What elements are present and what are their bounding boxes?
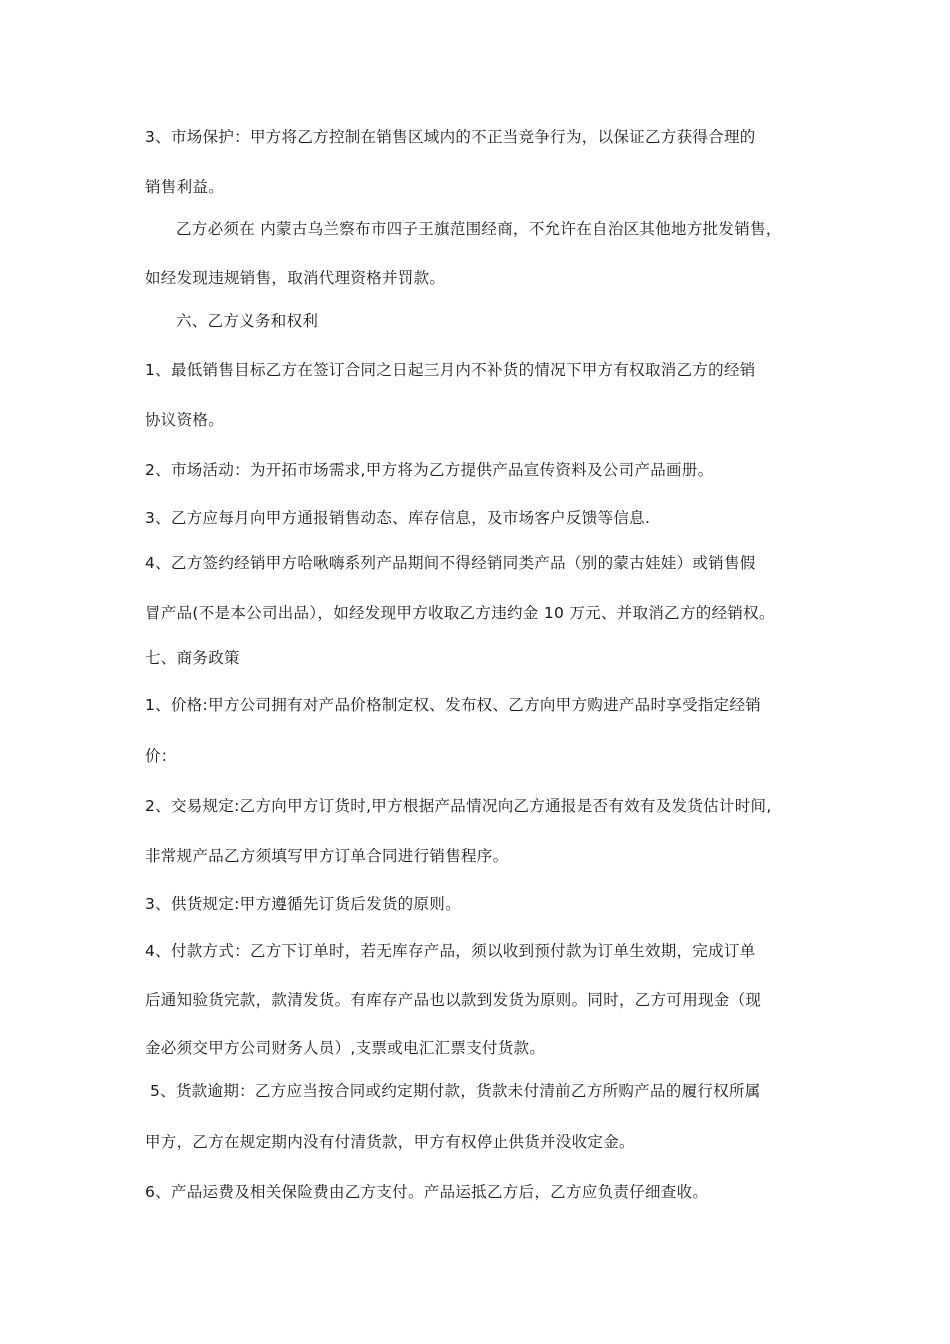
paragraph-line: 4、付款方式：乙方下订单时，若无库存产品，须以收到预付款为订单生效期，完成订单: [145, 942, 756, 960]
paragraph-line: 3、供货规定:甲方遵循先订货后发货的原则。: [145, 895, 461, 913]
paragraph-line: 6、产品运费及相关保险费由乙方支付。产品运抵乙方后，乙方应负责仔细查收。: [145, 1183, 709, 1201]
paragraph-line: 甲方，乙方在规定期内没有付清货款，甲方有权停止供货并没收定金。: [145, 1133, 635, 1151]
paragraph-line: 金必须交甲方公司财务人员）,支票或电汇汇票支付货款。: [145, 1039, 546, 1057]
paragraph-line: 2、市场活动：为开拓市场需求,甲方将为乙方提供产品宣传资料及公司产品画册。: [145, 461, 714, 479]
paragraph-line: 2、交易规定:乙方向甲方订货时,甲方根据产品情况向乙方通报是否有效有及发货估计时间,: [145, 797, 772, 815]
paragraph-line: 3、市场保护：甲方将乙方控制在销售区域内的不正当竞争行为，以保证乙方获得合理的: [145, 128, 756, 146]
paragraph-line: 4、乙方签约经销甲方哈啾嗨系列产品期间不得经销同类产品（别的蒙古娃娃）或销售假: [145, 554, 756, 572]
paragraph-line: 1、最低销售目标乙方在签订合同之日起三月内不补货的情况下甲方有权取消乙方的经销: [145, 361, 756, 379]
paragraph-line: 乙方必须在 内蒙古乌兰察布市四子王旗范围经商，不允许在自治区其他地方批发销售，: [176, 220, 782, 238]
paragraph-line: 冒产品(不是本公司出品），如经发现甲方收取乙方违约金 10 万元、并取消乙方的经销权。: [145, 604, 775, 622]
paragraph-line: 协议资格。: [145, 411, 225, 429]
paragraph-line: 3、乙方应每月向甲方通报销售动态、库存信息，及市场客户反馈等信息.: [145, 509, 651, 527]
section-heading: 六、乙方义务和权利: [176, 312, 319, 330]
paragraph-line: 后通知验货完款，款清发货。有库存产品也以款到发货为原则。同时，乙方可用现金（现: [145, 991, 762, 1009]
paragraph-line: 1、价格:甲方公司拥有对产品价格制定权、发布权、乙方向甲方购进产品时享受指定经销: [145, 696, 762, 714]
paragraph-line: 5、货款逾期：乙方应当按合同或约定期付款，货款未付清前乙方所购产品的履行权所属: [150, 1082, 761, 1100]
section-heading: 七、商务政策: [145, 649, 240, 667]
paragraph-line: 销售利益。: [145, 178, 225, 196]
paragraph-line: 如经发现违规销售，取消代理资格并罚款。: [145, 269, 446, 287]
paragraph-line: 非常规产品乙方须填写甲方订单合同进行销售程序。: [145, 847, 509, 865]
paragraph-line: 价：: [145, 747, 177, 765]
